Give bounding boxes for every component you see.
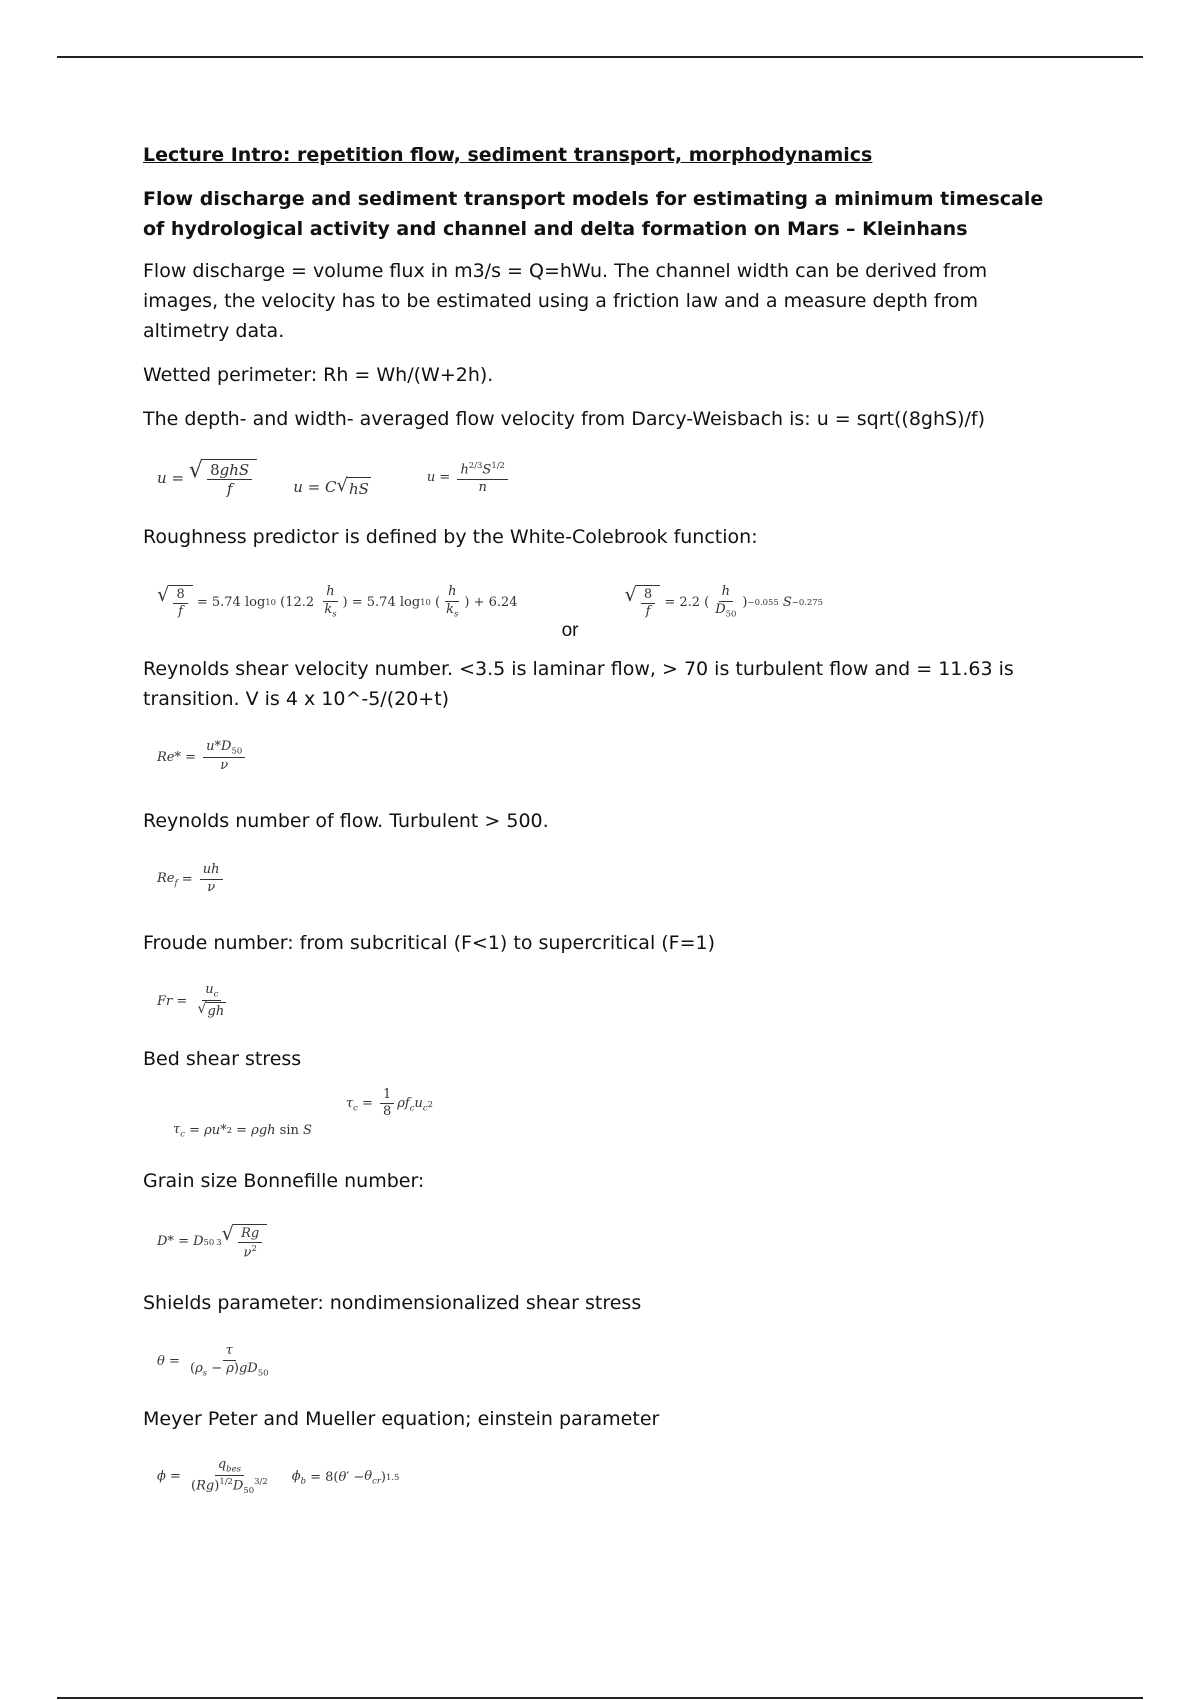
shields-equation-row xyxy=(157,1332,1063,1390)
mpm-paragraph: Meyer Peter and Mueller equation; einstein parameter xyxy=(143,1408,660,1430)
mpm-equations xyxy=(157,1448,1063,1506)
froude-paragraph: Froude number: from subcritical (F<1) to supercritical (F=1) xyxy=(143,932,716,954)
bed-shear-paragraph: Bed shear stress xyxy=(143,1048,302,1070)
meyer-peter-mueller-equation: $\phi_b$ = 8( θ ′ − $\theta_{cr}$ ) 1.5 xyxy=(291,1468,400,1486)
reynolds-shear-equation-row xyxy=(157,728,1063,786)
bed-shear-friction-equation: $\tau_c$ = $\frac{1}{8}$ $\rho f_cu_c$ 2 xyxy=(345,1087,433,1120)
section-title: Flow discharge and sediment transport models for estimating a minimum timescale of hydrological activity and channel and delta formation on Mars – Kleinhans xyxy=(143,188,1044,240)
header-rule xyxy=(57,56,1143,58)
footer-rule xyxy=(57,1697,1143,1699)
chezy-equation: u = C √ hS xyxy=(293,474,369,498)
grain-size-paragraph: Grain size Bonnefille number: xyxy=(143,1170,425,1192)
shields-equation: θ = $\frac{\tau}{(\rho_s - \rho)gD_{50}}$ xyxy=(157,1343,269,1378)
reynolds-flow-equation-row xyxy=(157,850,1063,908)
darcy-weisbach-equation: u = √ $\frac{\text{8ghS}}{f}$ xyxy=(157,459,257,498)
manning-equation: u = $\frac{h^{2/3}S^{1/2}}{n}$ xyxy=(427,461,511,495)
roughness-paragraph: Roughness predictor is defined by the White-Colebrook function: xyxy=(143,526,758,548)
froude-equation: Fr = $u_c$ √ gh xyxy=(157,981,225,1019)
bonnefille-equation: D * = D 50 3 √ $\frac{Rg}{\nu^2}$ xyxy=(157,1224,267,1261)
reynolds-shear-paragraph: Reynolds shear velocity number. <3.5 is laminar flow, > 70 is turbulent flow and = 11.63 is transition. V is 4 x 10^-5/(20+t) xyxy=(143,658,1014,710)
froude-equation-row xyxy=(157,972,1063,1030)
bed-shear-equation: $\tau_c$ = ρu * 2 = ρgh sin S xyxy=(173,1122,312,1139)
or-label: or xyxy=(561,620,579,641)
shields-paragraph: Shields parameter: nondimensionalized shear stress xyxy=(143,1292,642,1314)
reynolds-flow-paragraph: Reynolds number of flow. Turbulent > 500. xyxy=(143,810,549,832)
grain-size-equation-row xyxy=(157,1210,1063,1274)
wetted-perimeter-paragraph: Wetted perimeter: Rh = Wh/(W+2h). xyxy=(143,364,494,386)
roughness-equations xyxy=(157,570,1063,641)
document-body xyxy=(143,140,1063,1520)
white-colebrook-equation: √ $\frac{8}{f}$ = 5.74 log 10 (12.2 $\frac{h}{k_s}$ ) = 5.74 log 10 ( $\frac{h}{k_s}$ ) + 6.24 xyxy=(157,582,518,619)
lecture-title: Lecture Intro: repetition flow, sediment transport, morphodynamics xyxy=(143,144,873,166)
power-law-roughness-equation: √ $\frac{8}{f}$ = 2.2 ( $\frac{h}{D_{50}}$ ) −0.055 S −0.275 xyxy=(624,582,824,619)
discharge-paragraph: Flow discharge = volume flux in m3/s = Q=hWu. The channel width can be derived from images, the velocity has to be estimated using a friction law and a measure depth from altimetry data. xyxy=(143,260,988,342)
bed-shear-equations xyxy=(173,1088,1063,1152)
reynolds-flow-equation: $Re_f$ = $\frac{uh}{\nu}$ xyxy=(157,863,226,895)
reynolds-shear-equation: Re * = $\frac{u*D_{50}}{\nu}$ xyxy=(157,740,248,773)
einstein-parameter-equation: ϕ = $\frac{q_{bes}}{(Rg)^{1/2}D_{50}^{3/2}}$ xyxy=(157,1457,268,1496)
velocity-equations xyxy=(157,448,1063,508)
velocity-paragraph: The depth- and width- averaged flow velocity from Darcy-Weisbach is: u = sqrt((8ghS)/f) xyxy=(143,408,985,430)
